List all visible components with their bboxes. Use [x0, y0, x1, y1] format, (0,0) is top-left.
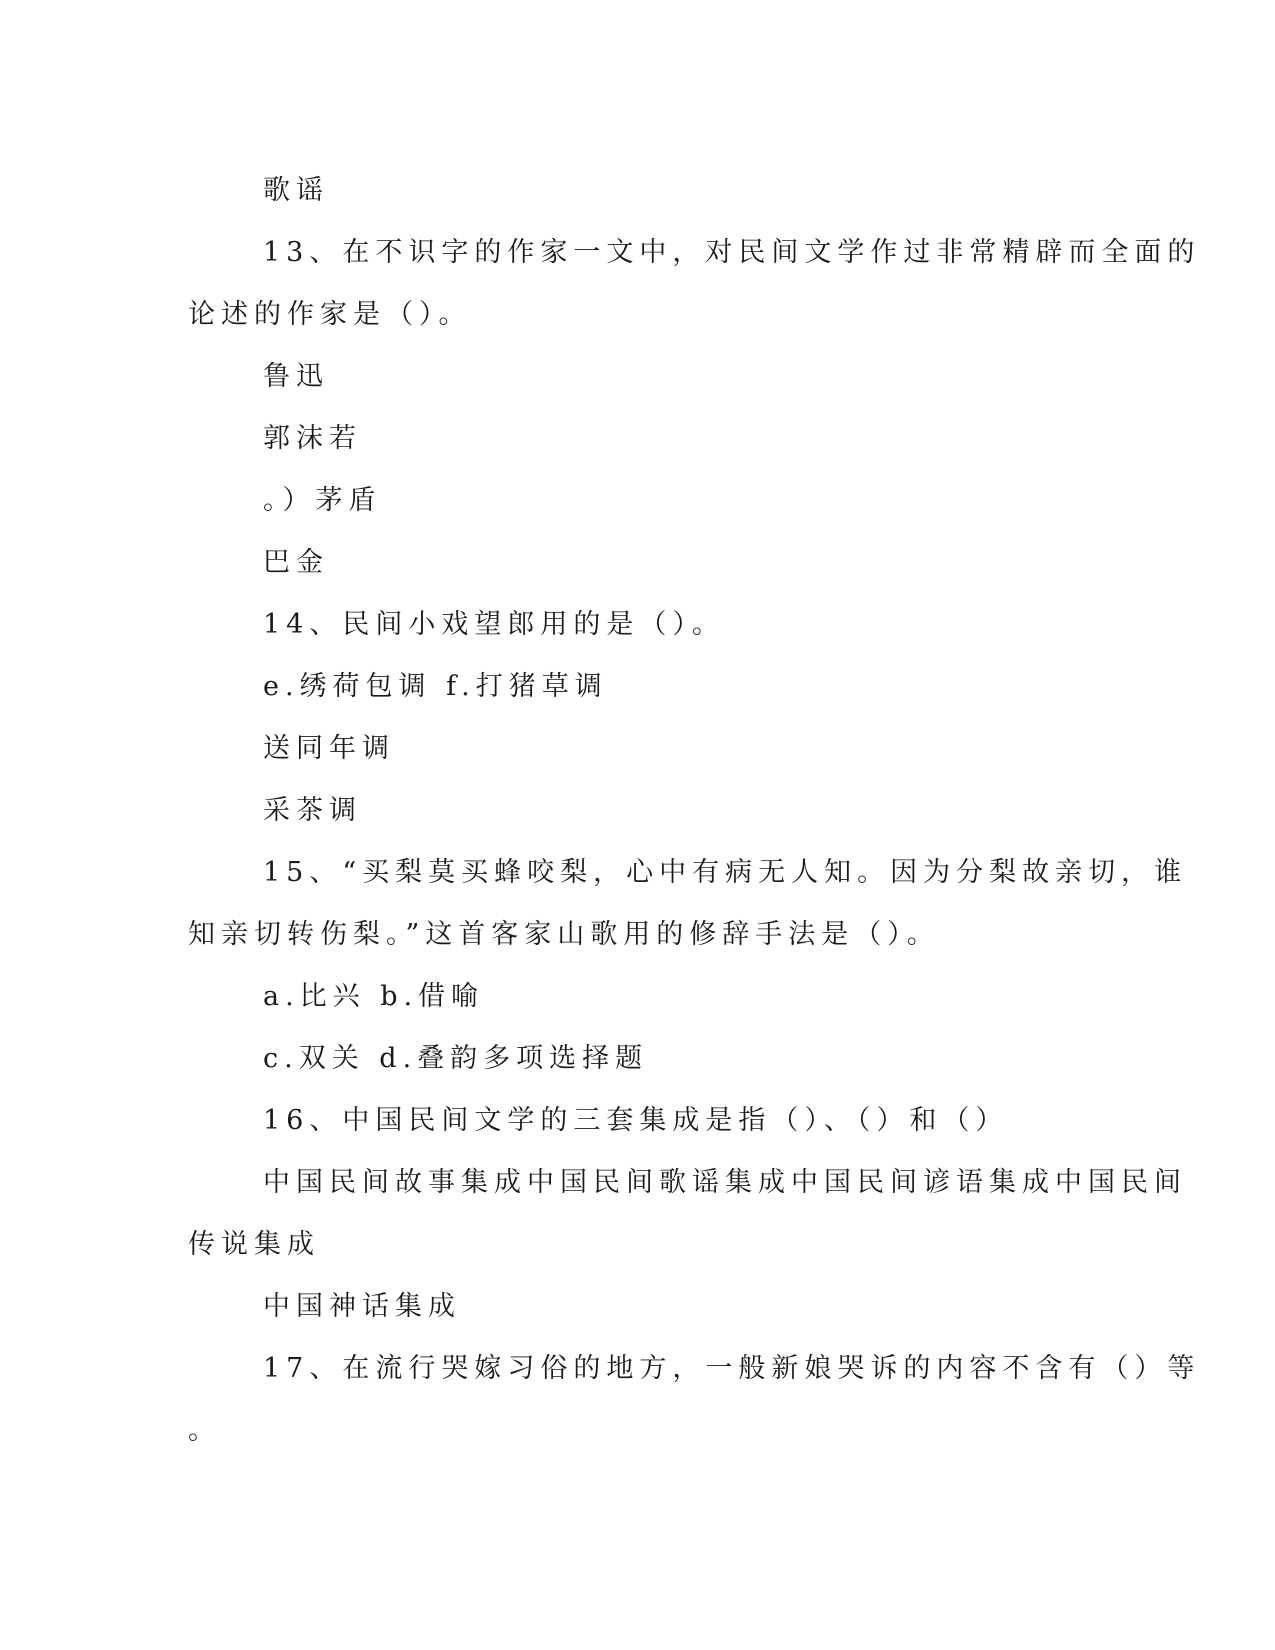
answer-option: 巴金 [263, 547, 329, 578]
question-14: 14、民间小戏望郎用的是（）。 [263, 609, 725, 640]
question-15: 15、“买梨莫买蜂咬梨，心中有病无人知。因为分梨故亲切，谁 [263, 857, 1188, 888]
answer-option: 中国民间故事集成中国民间歌谣集成中国民间谚语集成中国民间 [263, 1167, 1187, 1198]
answer-option: c.双关 d.叠韵多项选择题 [263, 1043, 649, 1074]
question-17-continuation: 。 [188, 1415, 221, 1446]
answer-option-continuation: 传说集成 [188, 1229, 320, 1260]
answer-option: 采茶调 [263, 795, 362, 826]
question-15-continuation: 知亲切转伤梨。”这首客家山歌用的修辞手法是（）。 [188, 919, 940, 950]
question-13: 13、在不识字的作家一文中，对民间文学作过非常精辟而全面的 [263, 237, 1201, 268]
answer-option: 鲁迅 [263, 361, 329, 392]
question-13-continuation: 论述的作家是（）。 [188, 299, 472, 330]
answer-option: 歌谣 [263, 175, 329, 206]
question-17: 17、在流行哭嫁习俗的地方，一般新娘哭诉的内容不含有（）等 [263, 1353, 1201, 1384]
answer-option: e.绣荷包调 f.打猪草调 [263, 671, 608, 702]
answer-option: 中国神话集成 [263, 1291, 461, 1322]
answer-option: 郭沫若 [263, 423, 362, 454]
answer-option: 送同年调 [263, 733, 395, 764]
answer-option: 。）茅盾 [263, 485, 382, 516]
document-content [188, 160, 1201, 1462]
question-16: 16、中国民间文学的三套集成是指（）、（）和（） [263, 1105, 1009, 1136]
answer-option: a.比兴 b.借喻 [263, 981, 485, 1012]
